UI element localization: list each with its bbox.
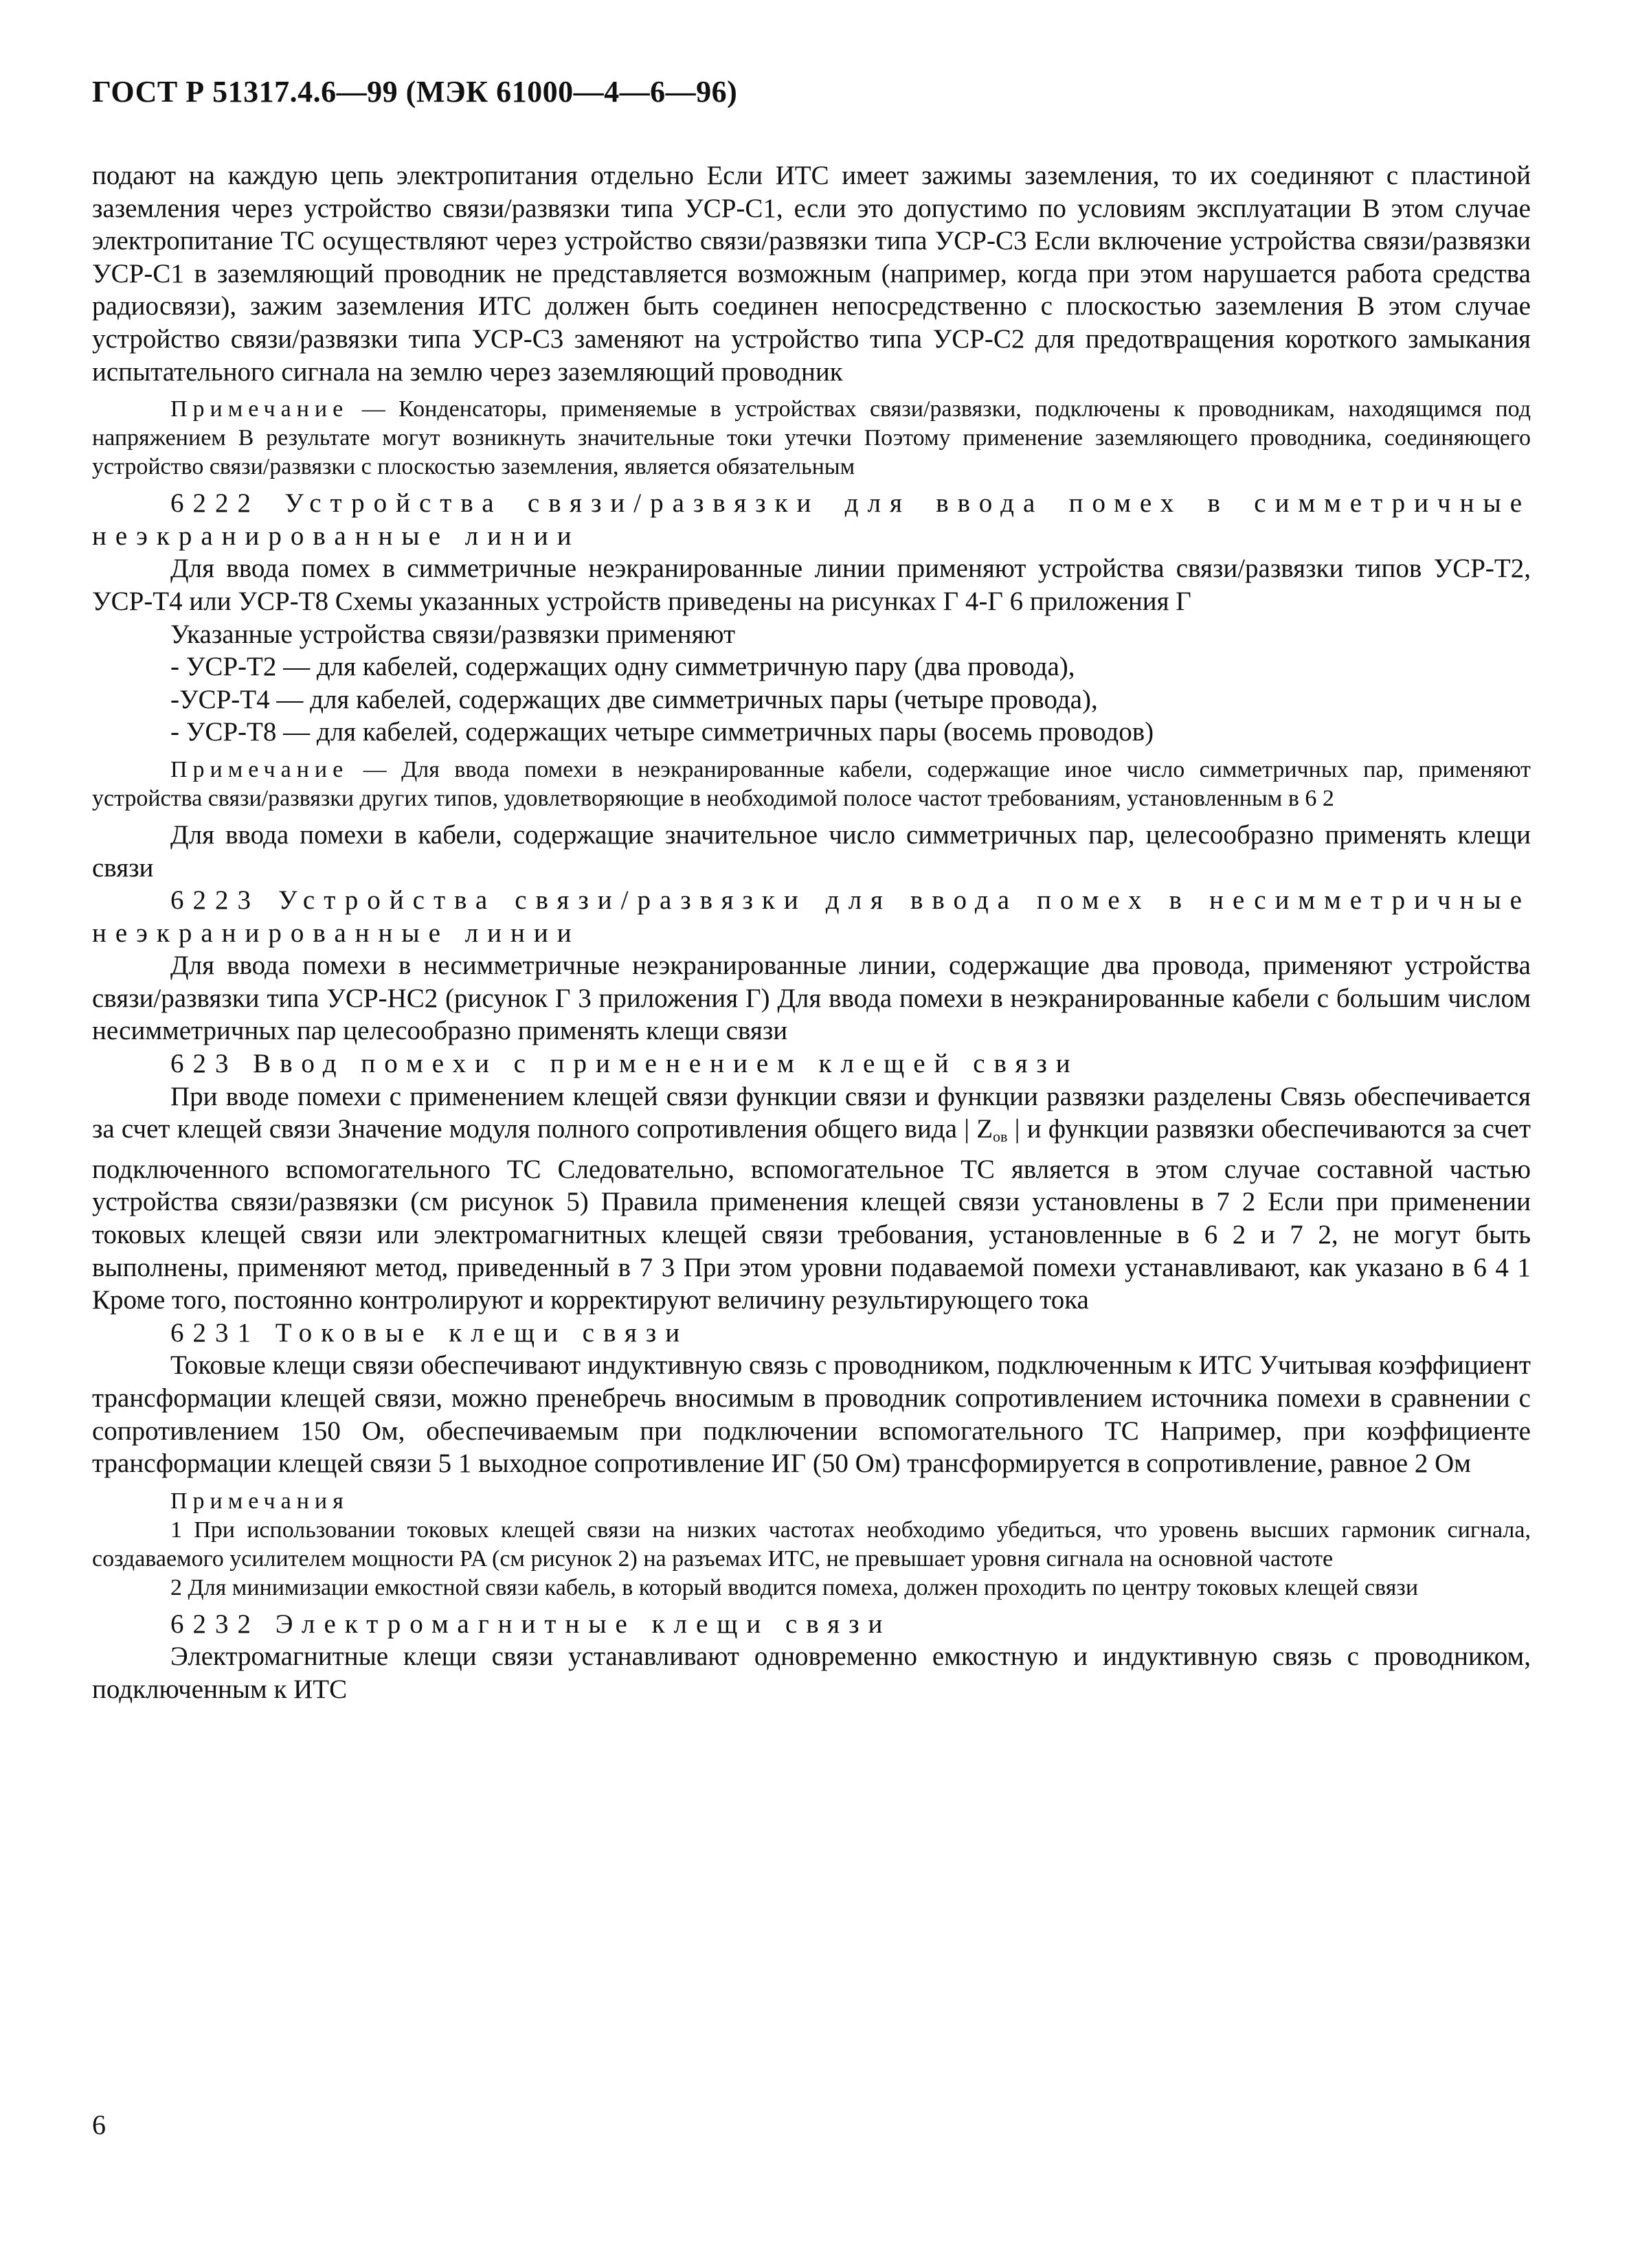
paragraph-6222-a: Для ввода помех в симметричные неэкранированные линии применяют устройства связи/развязки типов УСР-Т2, УСР-Т4 или УСР-Т8 Схемы указанных устройств приведены на рисунках Г 4-Г 6 приложения Г xyxy=(92,554,1531,616)
paragraph-623-part-b: и функции развязки обеспечиваются за счет подключенного вспомогательного ТС Следовательно, вспомогательное ТС является в этом случае составной частью устройства связи/развязки (см рисунок 5) Правила применения клещей связи установлены в 7 2 Если при применении токовых клещей связи или электромагнитных клещей связи требования, установленные в 6 2 и 7 2, не могут быть выполнены, применяют метод, приведенный в 7 3 При этом уровни подаваемой помехи устанавливают, как указано в 6 4 1 Кроме того, постоянно контролируют и корректируют величину результирующего тока xyxy=(92,1114,1531,1315)
section-6232-title: 6232 Электромагнитные клещи связи xyxy=(170,1609,892,1639)
impedance-letter: Z xyxy=(976,1114,993,1144)
list-item-usr-t2: - УСР-Т2 — для кабелей, содержащих одну симметричную пару (два провода), xyxy=(170,652,1075,682)
document-header: ГОСТ Р 51317.4.6—99 (МЭК 61000—4—6—96) xyxy=(92,75,738,109)
paragraph-6223: Для ввода помехи в несимметричные неэкранированные линии, содержащие два провода, применяют устройства связи/развязки типа УСР-НС2 (рисунок Г 3 приложения Г) Для ввода помехи в неэкранированные кабели с большим числом несимметричных пар целесообразно применять клещи связи xyxy=(92,951,1531,1046)
note-text: — Конденсаторы, применяемые в устройствах связи/развязки, подключены к проводникам, находящимся под напряжением В результате могут возникнуть значительные токи утечки Поэтому применение заземляющего проводника, соединяющего устройство связи/развязки с плоскостью заземления, является обязательным xyxy=(92,396,1531,480)
section-6231-title: 6231 Токовые клещи связи xyxy=(170,1317,689,1348)
section-6223-title: 6223 Устройства связи/развязки для ввода помех в несимметричные неэкранированные линии xyxy=(92,885,1531,948)
note-heading: Примечание xyxy=(170,396,349,422)
paragraph-6231: Токовые клещи связи обеспечивают индуктивную связь с проводником, подключенным к ИТС Учитывая коэффициент трансформации клещей связи, можно пренебречь вносимым в проводник сопротивлением источника помехи в сравнении с сопротивлением 150 Ом, обеспечиваемым при подключении вспомогательного ТС Например, при коэффициенте трансформации клещей связи 5 1 выходное сопротивление ИГ (50 Ом) трансформируется в сопротивление, равное 2 Ом xyxy=(92,1350,1531,1479)
note-heading: Примечание xyxy=(170,756,349,782)
paragraph-6222-c: Для ввода помехи в кабели, содержащие значительное число симметричных пар, целесообразно применять клещи связи xyxy=(92,819,1531,883)
note-3: 1 При использовании токовых клещей связи на низких частотах необходимо убедиться, что уровень высших гармоник сигнала, создаваемого усилителем мощности PA (см рисунок 2) на разъемах ИТС, не превышает уровня сигнала на основной частоте xyxy=(92,1517,1531,1572)
paragraph-623 xyxy=(92,1080,1531,1317)
page-number: 6 xyxy=(92,2109,106,2140)
note-2 xyxy=(92,756,1531,813)
document-body xyxy=(92,159,1531,1706)
impedance-subscript: ов xyxy=(993,1128,1008,1146)
paragraph-6232: Электромагнитные клещи связи устанавливают одновременно емкостную и индуктивную связь с проводником, подключенным к ИТС xyxy=(92,1642,1531,1704)
list-item-usr-t4: -УСР-Т4 — для кабелей, содержащих две симметричных пары (четыре провода), xyxy=(170,684,1098,714)
section-623-title: 623 Ввод помехи с применением клещей связи xyxy=(170,1049,1079,1079)
paragraph-623-part-a: При вводе помехи с применением клещей связи функции связи и функции развязки разделены Связь обеспечивается за счет клещей связи Значение модуля полного сопротивления общего вида xyxy=(92,1081,1531,1144)
notes-heading: Примечания xyxy=(170,1488,349,1514)
note-1 xyxy=(92,395,1531,481)
note-4: 2 Для минимизации емкостной связи кабель, в который вводится помеха, должен проходить по центру токовых клещей связи xyxy=(170,1574,1419,1600)
section-6222-title: 6222 Устройства связи/развязки для ввода помех в симметричные неэкранированные линии xyxy=(92,488,1531,551)
paragraph-continuation: подают на каждую цепь электропитания отдельно Если ИТС имеет зажимы заземления, то их соединяют с пластиной заземления через устройство связи/развязки типа УСР-С1, если это допустимо по условиям эксплуатации В этом случае электропитание ТС осуществляют через устройство связи/развязки типа УСР-С3 Если включение устройства связи/развязки УСР-С1 в заземляющий проводник не представляется возможным (например, когда при этом нарушается работа средства радиосвязи), зажим заземления ИТС должен быть соединен непосредственно с плоскостью заземления В этом случае устройство связи/развязки типа УСР-С3 заменяют на устройство типа УСР-С2 для предотвращения короткого замыкания испытательного сигнала на землю через заземляющий проводник xyxy=(92,161,1531,387)
list-item-usr-t8: - УСР-Т8 — для кабелей, содержащих четыре симметричных пары (восемь проводов) xyxy=(170,717,1154,747)
paragraph-6222-b: Указанные устройства связи/развязки применяют xyxy=(170,619,736,649)
notes-block xyxy=(92,1487,1531,1516)
impedance-symbol: | $Z_{ов}$ | xyxy=(964,1114,1020,1146)
note-text: — Для ввода помехи в неэкранированные кабели, содержащие иное число симметричных пар, применяют устройства связи/развязки других типов, удовлетворяющие в необходимой полосе частот требованиям, установленным в 6 2 xyxy=(92,756,1531,811)
